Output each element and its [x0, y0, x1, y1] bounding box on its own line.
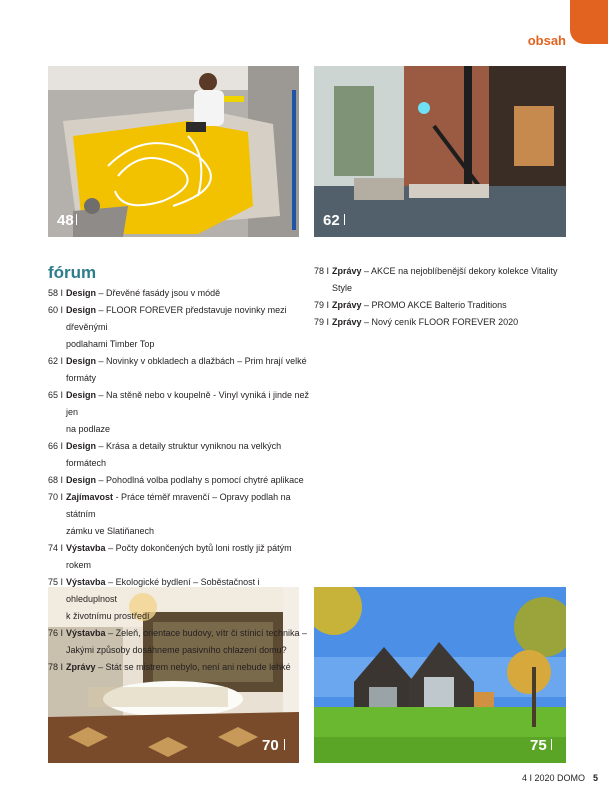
toc-page-number: 62 I — [48, 356, 64, 366]
toc-category: Design — [66, 441, 97, 451]
toc-entry-line — [66, 489, 310, 523]
toc-title: – Nový ceník FLOOR FOREVER 2020 — [364, 317, 519, 327]
photo-label-divider — [344, 214, 345, 225]
toc-title: – Na stěně nebo v koupelně - Vinyl vyniká i jinde než jen — [66, 390, 310, 417]
toc-category: Design — [66, 390, 97, 400]
photo-page-label: 75 — [530, 737, 547, 754]
toc-entry-line — [66, 353, 307, 370]
photo-label-divider — [551, 739, 552, 750]
section-title: obsah — [527, 33, 566, 48]
toc-entry — [48, 472, 310, 489]
toc-entry — [48, 625, 310, 659]
toc-entry-line — [66, 659, 291, 676]
toc-entry-line — [66, 540, 310, 574]
photo-page-label: 48 — [57, 212, 74, 229]
toc-entry — [48, 353, 310, 387]
toc-title: – Pohodlná volba podlahy s pomocí chytré aplikace — [98, 475, 304, 485]
toc-entry — [48, 659, 310, 676]
toc-entry — [314, 314, 576, 331]
photo-page-label: 62 — [323, 212, 340, 229]
toc-category: Design — [66, 475, 97, 485]
toc-title: – Novinky v obkladech a dlažbách – Prim hrají velké — [98, 356, 307, 366]
toc-page-number: 75 I — [48, 577, 64, 587]
toc-title-continued: na podlaze — [66, 424, 111, 434]
toc-entry — [48, 387, 310, 438]
toc-category: Zprávy — [332, 317, 362, 327]
toc-entry — [314, 297, 576, 314]
toc-page-number: 65 I — [48, 390, 64, 400]
toc-entry-line — [66, 438, 310, 472]
toc-title: – FLOOR FOREVER představuje novinky mezi dřevěnými — [66, 305, 287, 332]
photo-label-divider — [76, 214, 77, 225]
toc-entry-line — [332, 297, 507, 314]
toc-entry — [48, 438, 310, 472]
toc-title: – Počty dokončených bytů loni rostly již pátým rokem — [66, 543, 292, 570]
forum-heading: fórum — [48, 263, 97, 282]
toc-category: Design — [66, 288, 97, 298]
issue-label: 4 I 2020 DOMO — [521, 773, 585, 783]
toc-page-number: 78 I — [314, 266, 330, 276]
toc-title: – Ekologické bydlení – Soběstačnost i ohleduplnost — [66, 577, 260, 604]
toc-page-number: 79 I — [314, 300, 330, 310]
toc-title: – Krása a detaily struktur vyniknou na velkých formátech — [66, 441, 282, 468]
toc-page-number: 58 I — [48, 288, 64, 298]
toc-title: - Práce téměř mravenčí – Opravy podlah na státním — [66, 492, 291, 519]
toc-page-number: 78 I — [48, 662, 64, 672]
toc-title-continued: Jakými způsoby dosáhneme pasivního chlazení domu? — [66, 645, 287, 655]
forum-section — [48, 263, 310, 676]
toc-page-number: 68 I — [48, 475, 64, 485]
toc-category: Design — [66, 356, 97, 366]
toc-entry-line — [66, 387, 310, 421]
page-number: 5 — [592, 773, 598, 783]
toc-entry — [48, 285, 310, 302]
toc-title-continued: formáty — [66, 373, 97, 383]
toc-title-continued: k životnímu prostředí — [66, 611, 150, 621]
toc-title: – PROMO AKCE Balterio Traditions — [364, 300, 507, 310]
photo-floor-heating — [48, 66, 299, 237]
toc-entry — [48, 489, 310, 540]
toc-category: Zprávy — [332, 266, 362, 276]
toc-category: Design — [66, 305, 97, 315]
photo-page-label: 70 — [262, 737, 279, 754]
toc-entry — [48, 574, 310, 625]
toc-page-number: 70 I — [48, 492, 64, 502]
right-list — [314, 263, 576, 331]
toc-page-number: 74 I — [48, 543, 64, 553]
toc-page-number: 76 I — [48, 628, 64, 638]
toc-title: – Zeleň, orientace budovy, vítr či stínicí technika – — [108, 628, 307, 638]
toc-entry — [48, 302, 310, 353]
toc-entry — [314, 263, 576, 297]
toc-title: – Dřevěné fasády jsou v módě — [98, 288, 221, 298]
right-column — [314, 263, 576, 331]
toc-category: Zprávy — [332, 300, 362, 310]
photo-modern-houses — [314, 587, 566, 763]
toc-title: – AKCE na nejoblíbenější dekory kolekce Vitality Style — [332, 266, 558, 293]
toc-entry-line — [66, 302, 310, 336]
toc-category: Zprávy — [66, 662, 96, 672]
forum-list — [48, 285, 310, 676]
toc-entry-line — [66, 625, 307, 642]
toc-entry-line — [332, 263, 576, 297]
toc-category: Zajímavost — [66, 492, 114, 502]
page-footer — [522, 773, 598, 783]
photo-label-divider — [284, 739, 285, 750]
toc-category: Výstavba — [66, 628, 106, 638]
toc-page-number: 66 I — [48, 441, 64, 451]
toc-page-number: 79 I — [314, 317, 330, 327]
toc-title-continued: podlahami Timber Top — [66, 339, 155, 349]
toc-entry-line — [332, 314, 518, 331]
toc-entry-line — [66, 285, 220, 302]
section-tab — [570, 0, 608, 44]
toc-category: Výstavba — [66, 577, 106, 587]
toc-category: Výstavba — [66, 543, 106, 553]
toc-title-continued: zámku ve Slatiňanech — [66, 526, 155, 536]
toc-entry-line — [66, 472, 304, 489]
toc-entry — [48, 540, 310, 574]
toc-title: – Stát se mistrem nebylo, není ani nebude lehké — [98, 662, 291, 672]
toc-page-number: 60 I — [48, 305, 64, 315]
photo-industrial-interior — [314, 66, 566, 237]
toc-entry-line — [66, 574, 310, 608]
